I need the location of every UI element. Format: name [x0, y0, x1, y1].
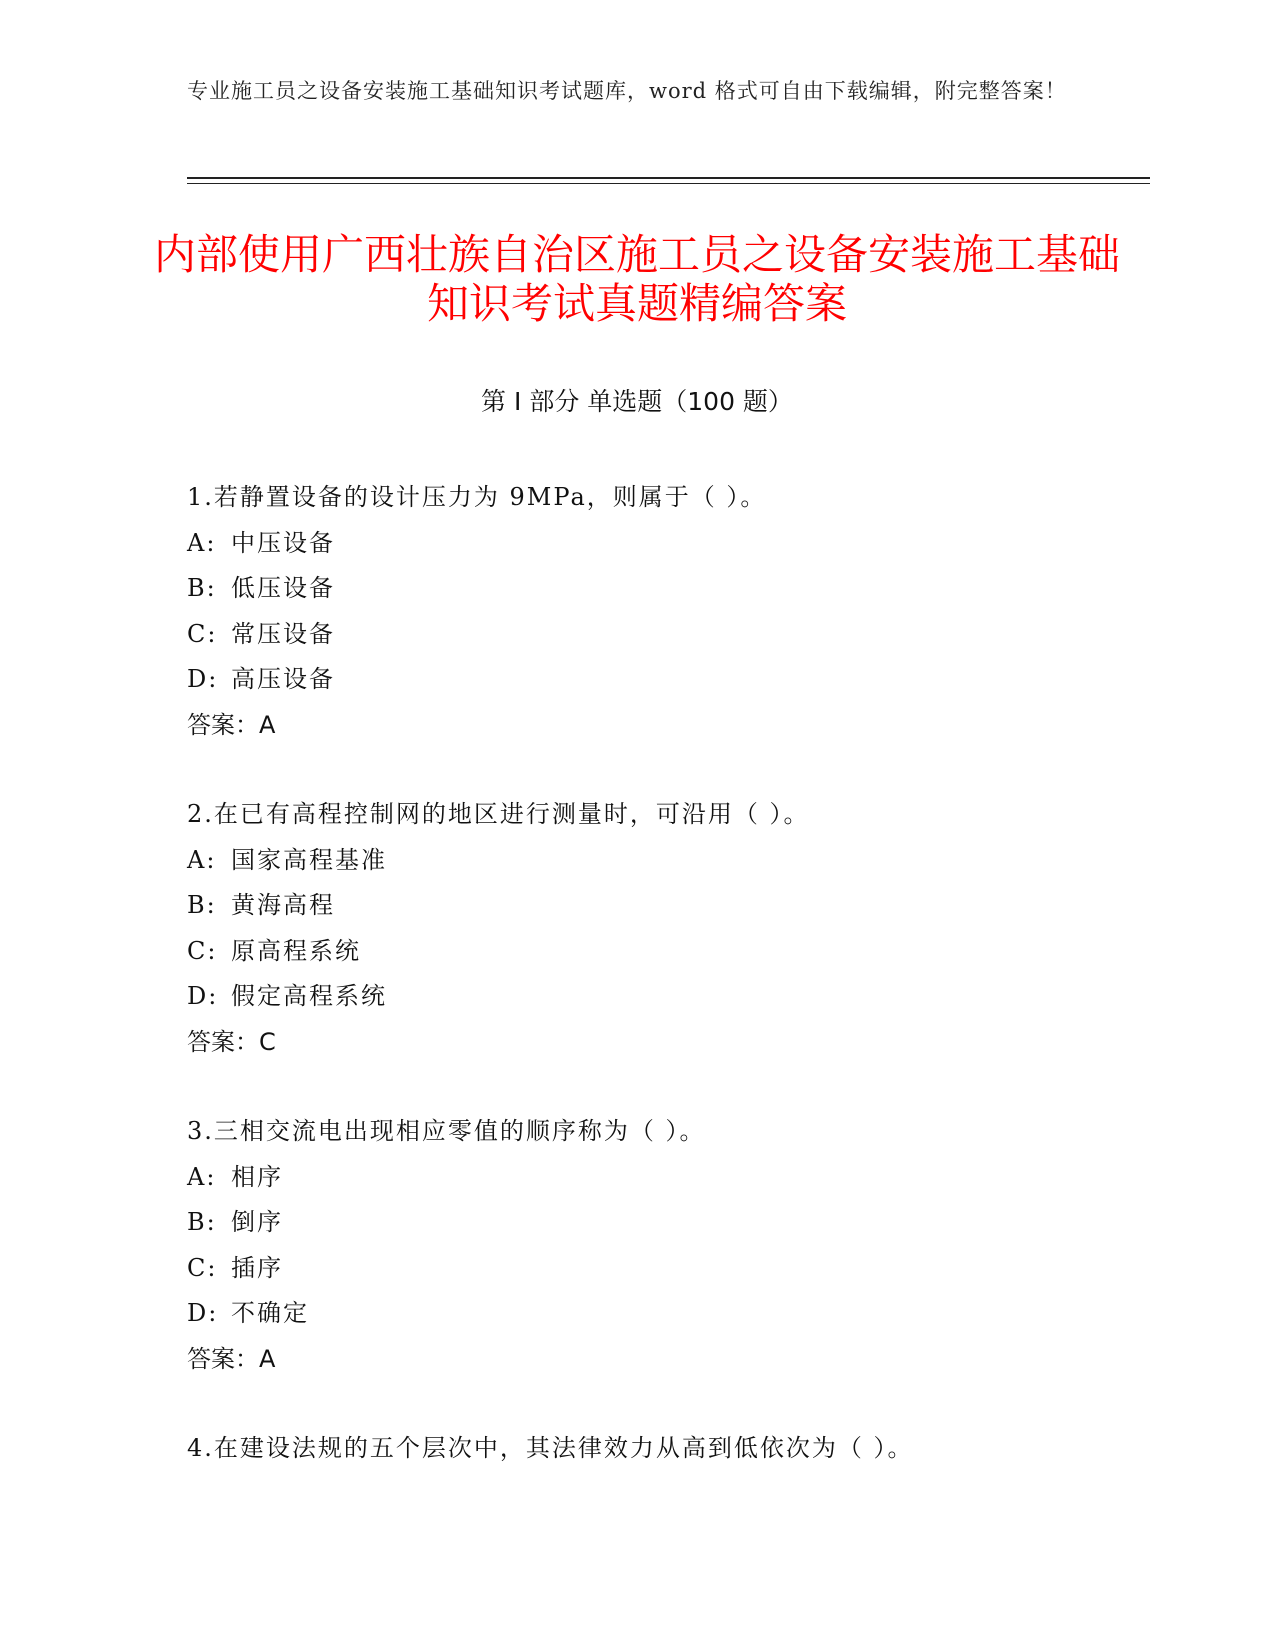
option-b: [187, 883, 1147, 929]
header-rule-thick: [187, 177, 1150, 179]
header-note: 专业施工员之设备安装施工基础知识考试题库，word 格式可自由下载编辑，附完整答案！: [187, 79, 1067, 103]
option-letter: D:: [187, 1299, 219, 1327]
question-list: [187, 475, 1147, 1516]
option-letter: B:: [187, 891, 217, 919]
option-text: 不确定: [231, 1299, 309, 1327]
question-4: [187, 1426, 1147, 1472]
option-text: 倒序: [231, 1208, 283, 1236]
option-letter: B:: [187, 1208, 217, 1236]
option-b: [187, 566, 1147, 612]
option-letter: A:: [187, 845, 217, 874]
question-1: [187, 475, 1147, 748]
option-text: 相序: [231, 1162, 283, 1191]
option-text: 假定高程系统: [231, 982, 387, 1010]
question-text: 4.在建设法规的五个层次中，其法律效力从高到低依次为（ ）。: [187, 1434, 914, 1462]
answer: 答案：A: [187, 1344, 276, 1373]
option-text: 中压设备: [231, 528, 335, 557]
option-text: 低压设备: [231, 574, 335, 602]
question-2: [187, 792, 1147, 1065]
option-a: [187, 521, 1147, 567]
option-text: 插序: [231, 1253, 283, 1282]
section-heading: 第 I 部分 单选题（100 题）: [481, 387, 793, 416]
header-rule-thin: [187, 183, 1150, 184]
option-letter: D:: [187, 982, 219, 1010]
option-letter: B:: [187, 574, 217, 602]
option-letter: C:: [187, 936, 218, 965]
question-text: 1.若静置设备的设计压力为 9MPa，则属于（ ）。: [187, 483, 767, 511]
option-letter: D:: [187, 665, 219, 693]
option-a: [187, 838, 1147, 884]
answer: 答案：C: [187, 1027, 276, 1056]
option-letter: A:: [187, 528, 217, 557]
option-letter: C:: [187, 1253, 218, 1282]
option-d: [187, 974, 1147, 1020]
option-c: [187, 929, 1147, 975]
option-d: [187, 1291, 1147, 1337]
option-letter: C:: [187, 619, 218, 648]
document-title: 内部使用广西壮族自治区施工员之设备安装施工基础知识考试真题精编答案: [153, 230, 1120, 328]
option-letter: A:: [187, 1162, 217, 1191]
option-d: [187, 657, 1147, 703]
option-text: 黄海高程: [231, 891, 335, 919]
option-b: [187, 1200, 1147, 1246]
question-text: 2.在已有高程控制网的地区进行测量时，可沿用（ ）。: [187, 800, 810, 828]
option-text: 常压设备: [231, 619, 335, 648]
option-text: 原高程系统: [231, 936, 361, 965]
option-c: [187, 612, 1147, 658]
option-a: [187, 1155, 1147, 1201]
question-3: [187, 1109, 1147, 1382]
answer: 答案：A: [187, 710, 276, 739]
option-text: 高压设备: [231, 665, 335, 693]
option-c: [187, 1246, 1147, 1292]
question-text: 3.三相交流电出现相应零值的顺序称为（ ）。: [187, 1117, 706, 1145]
option-text: 国家高程基准: [231, 845, 387, 874]
